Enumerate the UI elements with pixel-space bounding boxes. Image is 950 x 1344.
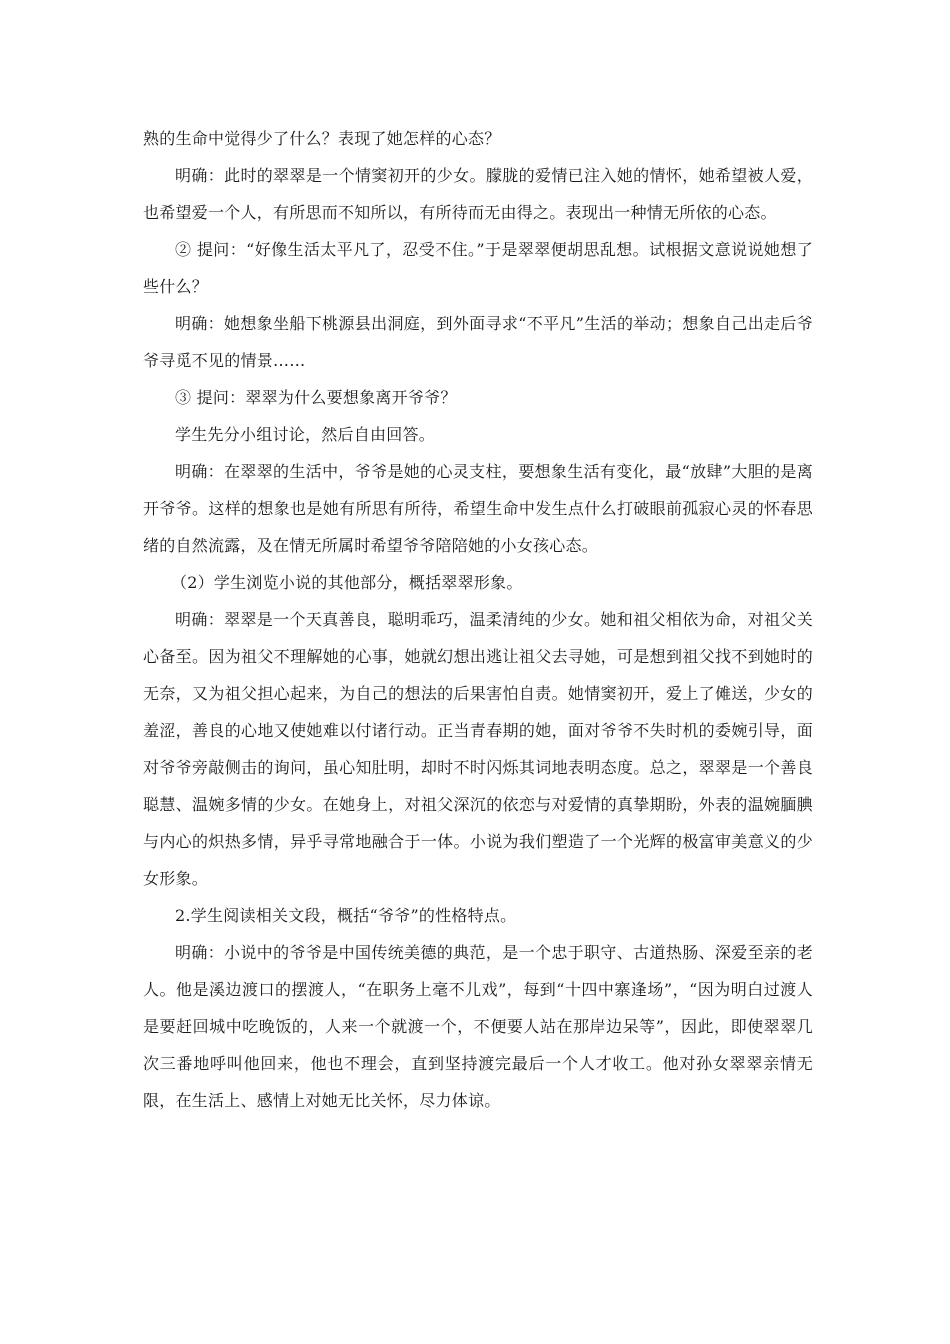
paragraph-cuicui-image: 明确：翠翠是一个天真善良，聪明乖巧，温柔清纯的少女。她和祖父相依为命，对祖父关心备至。因为祖父不理解她的心事，她就幻想出逃让祖父去寻她，可是想到祖父找不到她时的无奈，又为祖父担心起来，为自己的想法的后果害怕自责。她情窦初开，爱上了傩送，少女的羞涩，善良的心地又使她难以付诸行动。正当青春期的她，面对爷爷不失时机的委婉引导，面对爷爷旁敲侧击的询问，虽心知肚明，却时不时闪烁其词地表明态度。总之，翠翠是一个善良聪慧、温婉多情的少女。在她身上，对祖父深沉的依恋与对爱情的真挚期盼，外表的温婉腼腆与内心的炽热多情，异乎寻常地融合于一体。小说为我们塑造了一个光辉的极富审美意义的少女形象。	[143, 610, 813, 888]
document-body	[143, 120, 813, 1119]
paragraph-discussion-note: 学生先分小组讨论，然后自由回答。	[175, 425, 436, 444]
paragraph-question-2: ② 提问：“好像生活太平凡了，忍受不住。”于是翠翠便胡思乱想。试根据文意说说她想了些什么？	[143, 240, 813, 296]
paragraph-question-3: ③ 提问：翠翠为什么要想象离开爷爷？	[175, 388, 457, 407]
paragraph-grandpa-task: 2.学生阅读相关文段，概括“爷爷”的性格特点。	[175, 906, 517, 925]
paragraph-answer-2: 明确：她想象坐船下桃源县出洞庭，到外面寻求“不平凡”生活的举动；想象自己出走后爷爷寻觅不见的情景……	[143, 314, 813, 370]
paragraph-grandpa-traits: 明确：小说中的爷爷是中国传统美德的典范，是一个忠于职守、古道热肠、深爱至亲的老人。他是溪边渡口的摆渡人，“在职务上毫不儿戏”，每到“十四中寨逢场”，“因为明白过渡人是要赶回城中吃晚饭的，人来一个就渡一个，不便要人站在那岸边呆等”，因此，即使翠翠几次三番地呼叫他回来，他也不理会，直到坚持渡完最后一个人才收工。他对孙女翠翠亲情无限，在生活上、感情上对她无比关怀，尽力体谅。	[143, 943, 813, 1110]
paragraph-answer-3: 明确：在翠翠的生活中，爷爷是她的心灵支柱，要想象生活有变化，最“放肆”大胆的是离开爷爷。这样的想象也是她有所思有所待，希望生命中发生点什么打破眼前孤寂心灵的怀春思绪的自然流露，及在情无所属时希望爷爷陪陪她的小女孩心态。	[143, 462, 813, 555]
paragraph-continued-question: 熟的生命中觉得少了什么？表现了她怎样的心态？	[143, 129, 501, 148]
paragraph-answer-1: 明确：此时的翠翠是一个情窦初开的少女。朦胧的爱情已注入她的情怀，她希望被人爱，也希望爱一个人，有所思而不知所以，有所待而无由得之。表现出一种情无所依的心态。	[143, 166, 813, 222]
paragraph-task-2: （2）学生浏览小说的其他部分，概括翠翠形象。	[171, 573, 523, 592]
